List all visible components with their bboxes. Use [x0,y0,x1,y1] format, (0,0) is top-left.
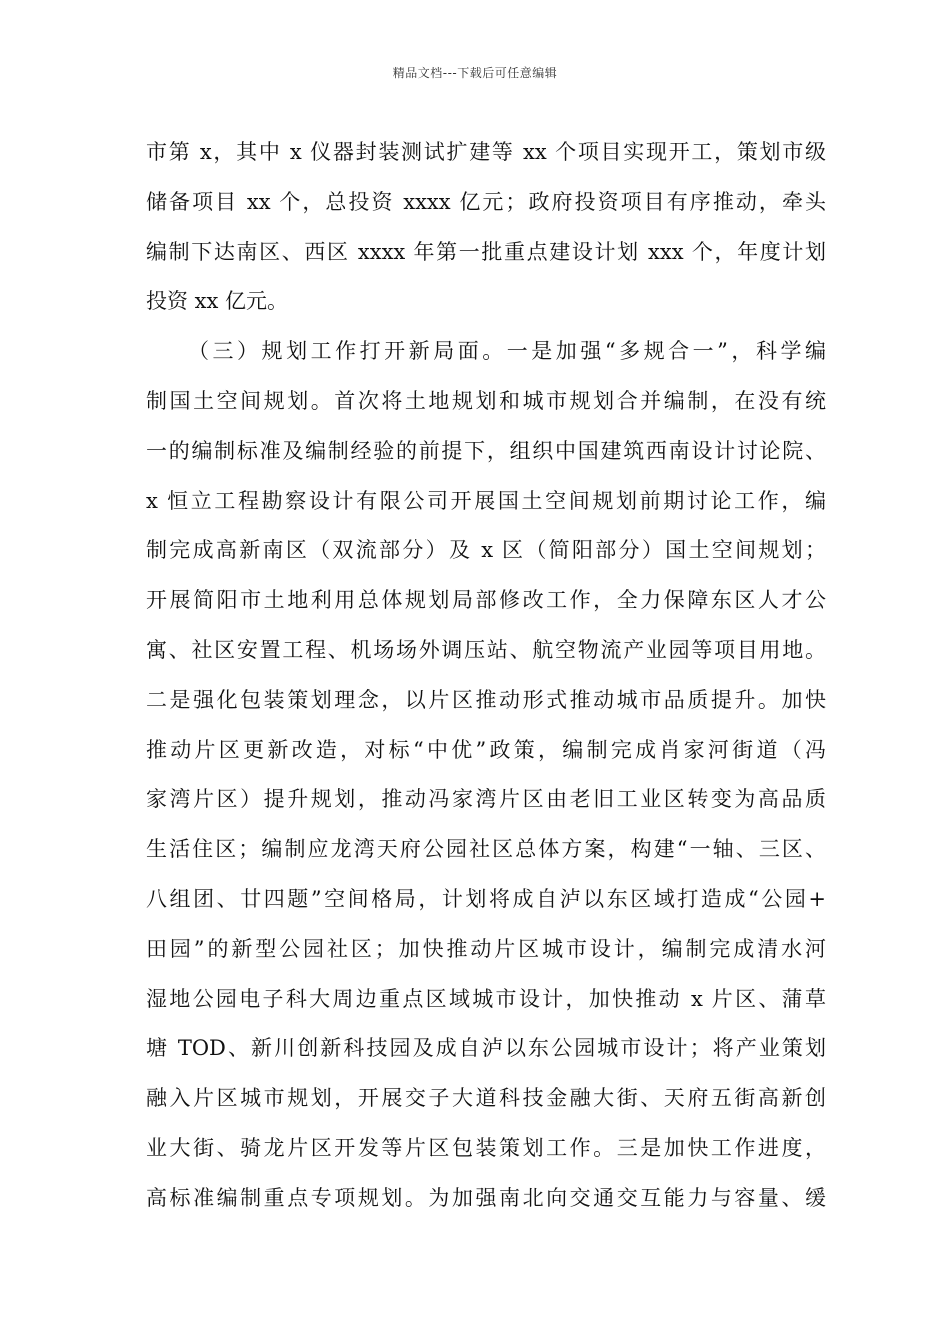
body-line: 编制下达南区、西区 xxxx 年第一批重点建设计划 xxx 个，年度计划 [146,239,826,264]
body-line: 八组团、廿四题”空间格局，计划将成自泸以东区域打造成“公园+ [146,886,826,911]
document-body [146,132,826,1228]
body-line: 开展简阳市土地利用总体规划局部修改工作，全力保障东区人才公 [146,588,826,613]
body-line: 推动片区更新改造，对标“中优”政策，编制完成肖家河街道（冯 [146,737,826,762]
body-line: 制国土空间规划。首次将土地规划和城市规划合并编制，在没有统 [146,388,826,413]
body-line: 湿地公园电子科大周边重点区域城市设计，加快推动 x 片区、蒲草 [146,986,826,1011]
body-line: 生活住区；编制应龙湾天府公园社区总体方案，构建“一轴、三区、 [146,837,826,862]
body-line: 业大街、骑龙片区开发等片区包装策划工作。三是加快工作进度， [146,1135,826,1160]
body-line: 储备项目 xx 个，总投资 xxxx 亿元；政府投资项目有序推动，牵头 [146,189,826,214]
body-line: 融入片区城市规划，开展交子大道科技金融大街、天府五街高新创 [146,1086,826,1111]
page-header: 精品文档---下载后可任意编辑 [392,66,558,80]
body-line: 投资 xx 亿元。 [146,289,289,314]
body-line: 塘 TOD、新川创新科技园及成自泸以东公园城市设计；将产业策划 [146,1036,826,1061]
body-line: 制完成高新南区（双流部分）及 x 区（简阳部分）国土空间规划； [146,538,826,563]
paragraph-first-line: （三）规划工作打开新局面。一是加强“多规合一”，科学编 [188,339,826,364]
body-line: 市第 x，其中 x 仪器封装测试扩建等 xx 个项目实现开工，策划市级 [146,140,826,164]
body-line: 二是强化包装策划理念，以片区推动形式推动城市品质提升。加快 [146,687,826,712]
body-line: 高标准编制重点专项规划。为加强南北向交通交互能力与容量、缓 [146,1185,826,1210]
body-line: 寓、社区安置工程、机场场外调压站、航空物流产业园等项目用地。 [146,637,826,662]
body-line: 田园”的新型公园社区；加快推动片区城市设计，编制完成清水河 [146,936,826,961]
body-line: x 恒立工程勘察设计有限公司开展国土空间规划前期讨论工作，编 [146,488,826,513]
body-line: 家湾片区）提升规划，推动冯家湾片区由老旧工业区转变为高品质 [146,787,826,812]
body-line: 一的编制标准及编制经验的前提下，组织中国建筑西南设计讨论院、 [146,438,826,463]
